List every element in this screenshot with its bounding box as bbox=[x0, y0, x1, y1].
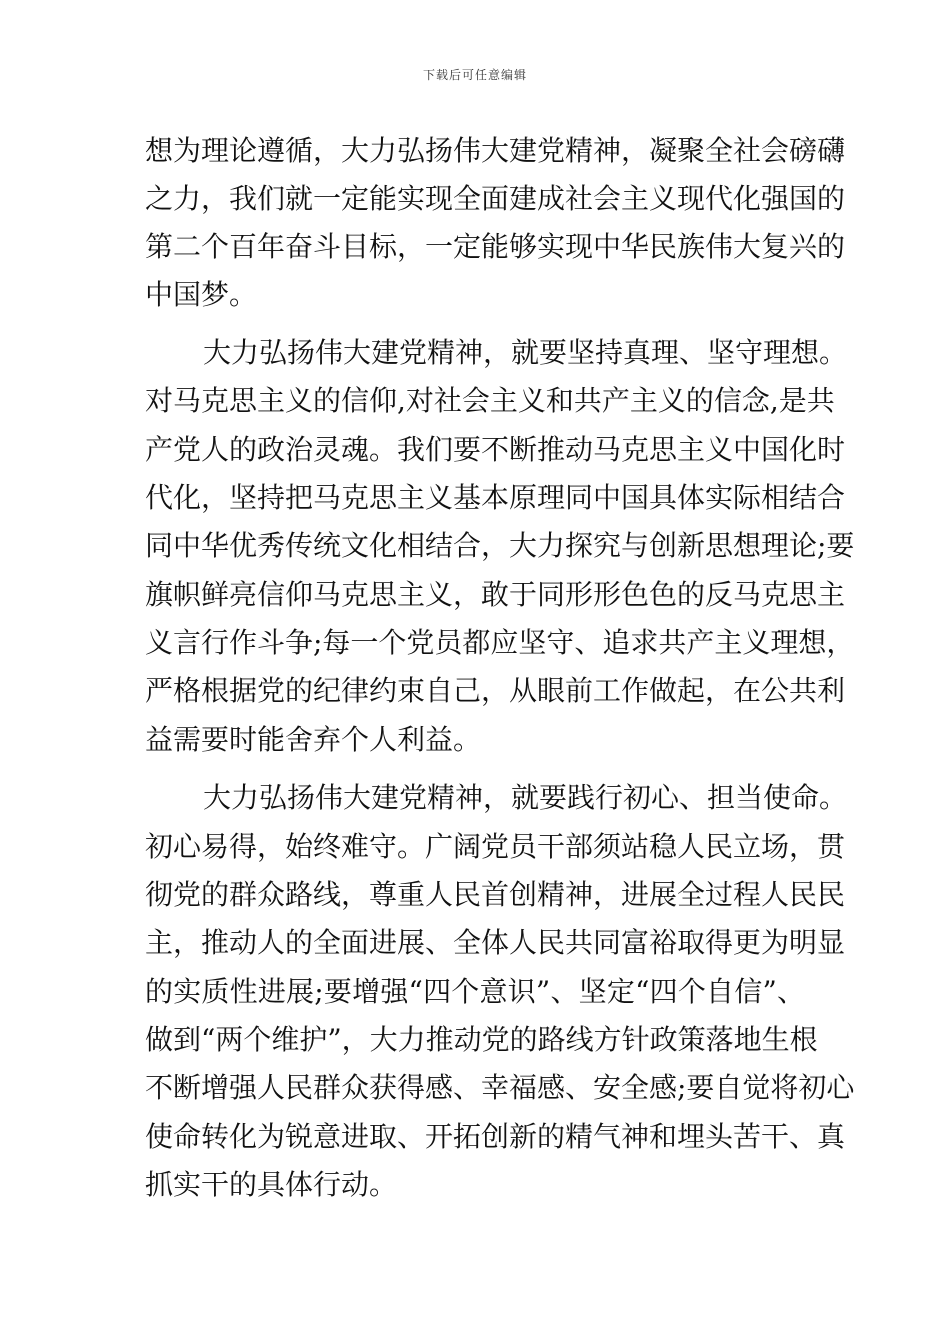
text-line: 使命转化为锐意进取、开拓创新的精气神和埋头苦干、真 bbox=[145, 1120, 846, 1153]
text-line: 不断增强人民群众获得感、幸福感、安全感;要自觉将初心 bbox=[145, 1071, 855, 1104]
text-line: 同中华优秀传统文化相结合，大力探究与创新思想理论;要 bbox=[145, 529, 855, 562]
text-line: 的实质性进展;要增强“四个意识”、坚定“四个自信”、 bbox=[145, 975, 805, 1008]
text-line: 益需要时能舍弃个人利益。 bbox=[145, 723, 482, 756]
text-line: 第二个百年奋斗目标，一定能够实现中华民族伟大复兴的 bbox=[145, 230, 846, 263]
text-line: 产党人的政治灵魂。我们要不断推动马克思主义中国化时 bbox=[145, 433, 846, 466]
text-line: 义言行作斗争;每一个党员都应坚守、追求共产主义理想， bbox=[145, 626, 855, 659]
page-header: 下载后可任意编辑 bbox=[422, 68, 527, 82]
text-line: 旗帜鲜亮信仰马克思主义，敢于同形形色色的反马克思主 bbox=[145, 578, 846, 611]
text-line: 彻党的群众路线，尊重人民首创精神，进展全过程人民民 bbox=[145, 878, 846, 911]
text-line: 主，推动人的全面进展、全体人民共同富裕取得更为明显 bbox=[145, 926, 846, 959]
text-line: 做到“两个维护”，大力推动党的路线方针政策落地生根 bbox=[145, 1023, 818, 1056]
text-line: 抓实干的具体行动。 bbox=[145, 1168, 398, 1201]
paragraph-first-line: 大力弘扬伟大建党精神，就要践行初心、担当使命。 bbox=[203, 781, 848, 814]
text-line: 对马克思主义的信仰,对社会主义和共产主义的信念,是共 bbox=[145, 384, 835, 417]
text-line: 想为理论遵循，大力弘扬伟大建党精神，凝聚全社会磅礴 bbox=[145, 134, 846, 167]
text-line: 中国梦。 bbox=[145, 278, 258, 311]
paragraph-first-line: 大力弘扬伟大建党精神，就要坚持真理、坚守理想。 bbox=[203, 336, 848, 369]
text-line: 之力，我们就一定能实现全面建成社会主义现代化强国的 bbox=[145, 182, 846, 215]
text-line: 严格根据党的纪律约束自己，从眼前工作做起，在公共利 bbox=[145, 674, 846, 707]
text-line: 初心易得，始终难守。广阔党员干部须站稳人民立场，贯 bbox=[145, 830, 846, 863]
text-line: 代化，坚持把马克思主义基本原理同中国具体实际相结合 bbox=[145, 481, 846, 514]
